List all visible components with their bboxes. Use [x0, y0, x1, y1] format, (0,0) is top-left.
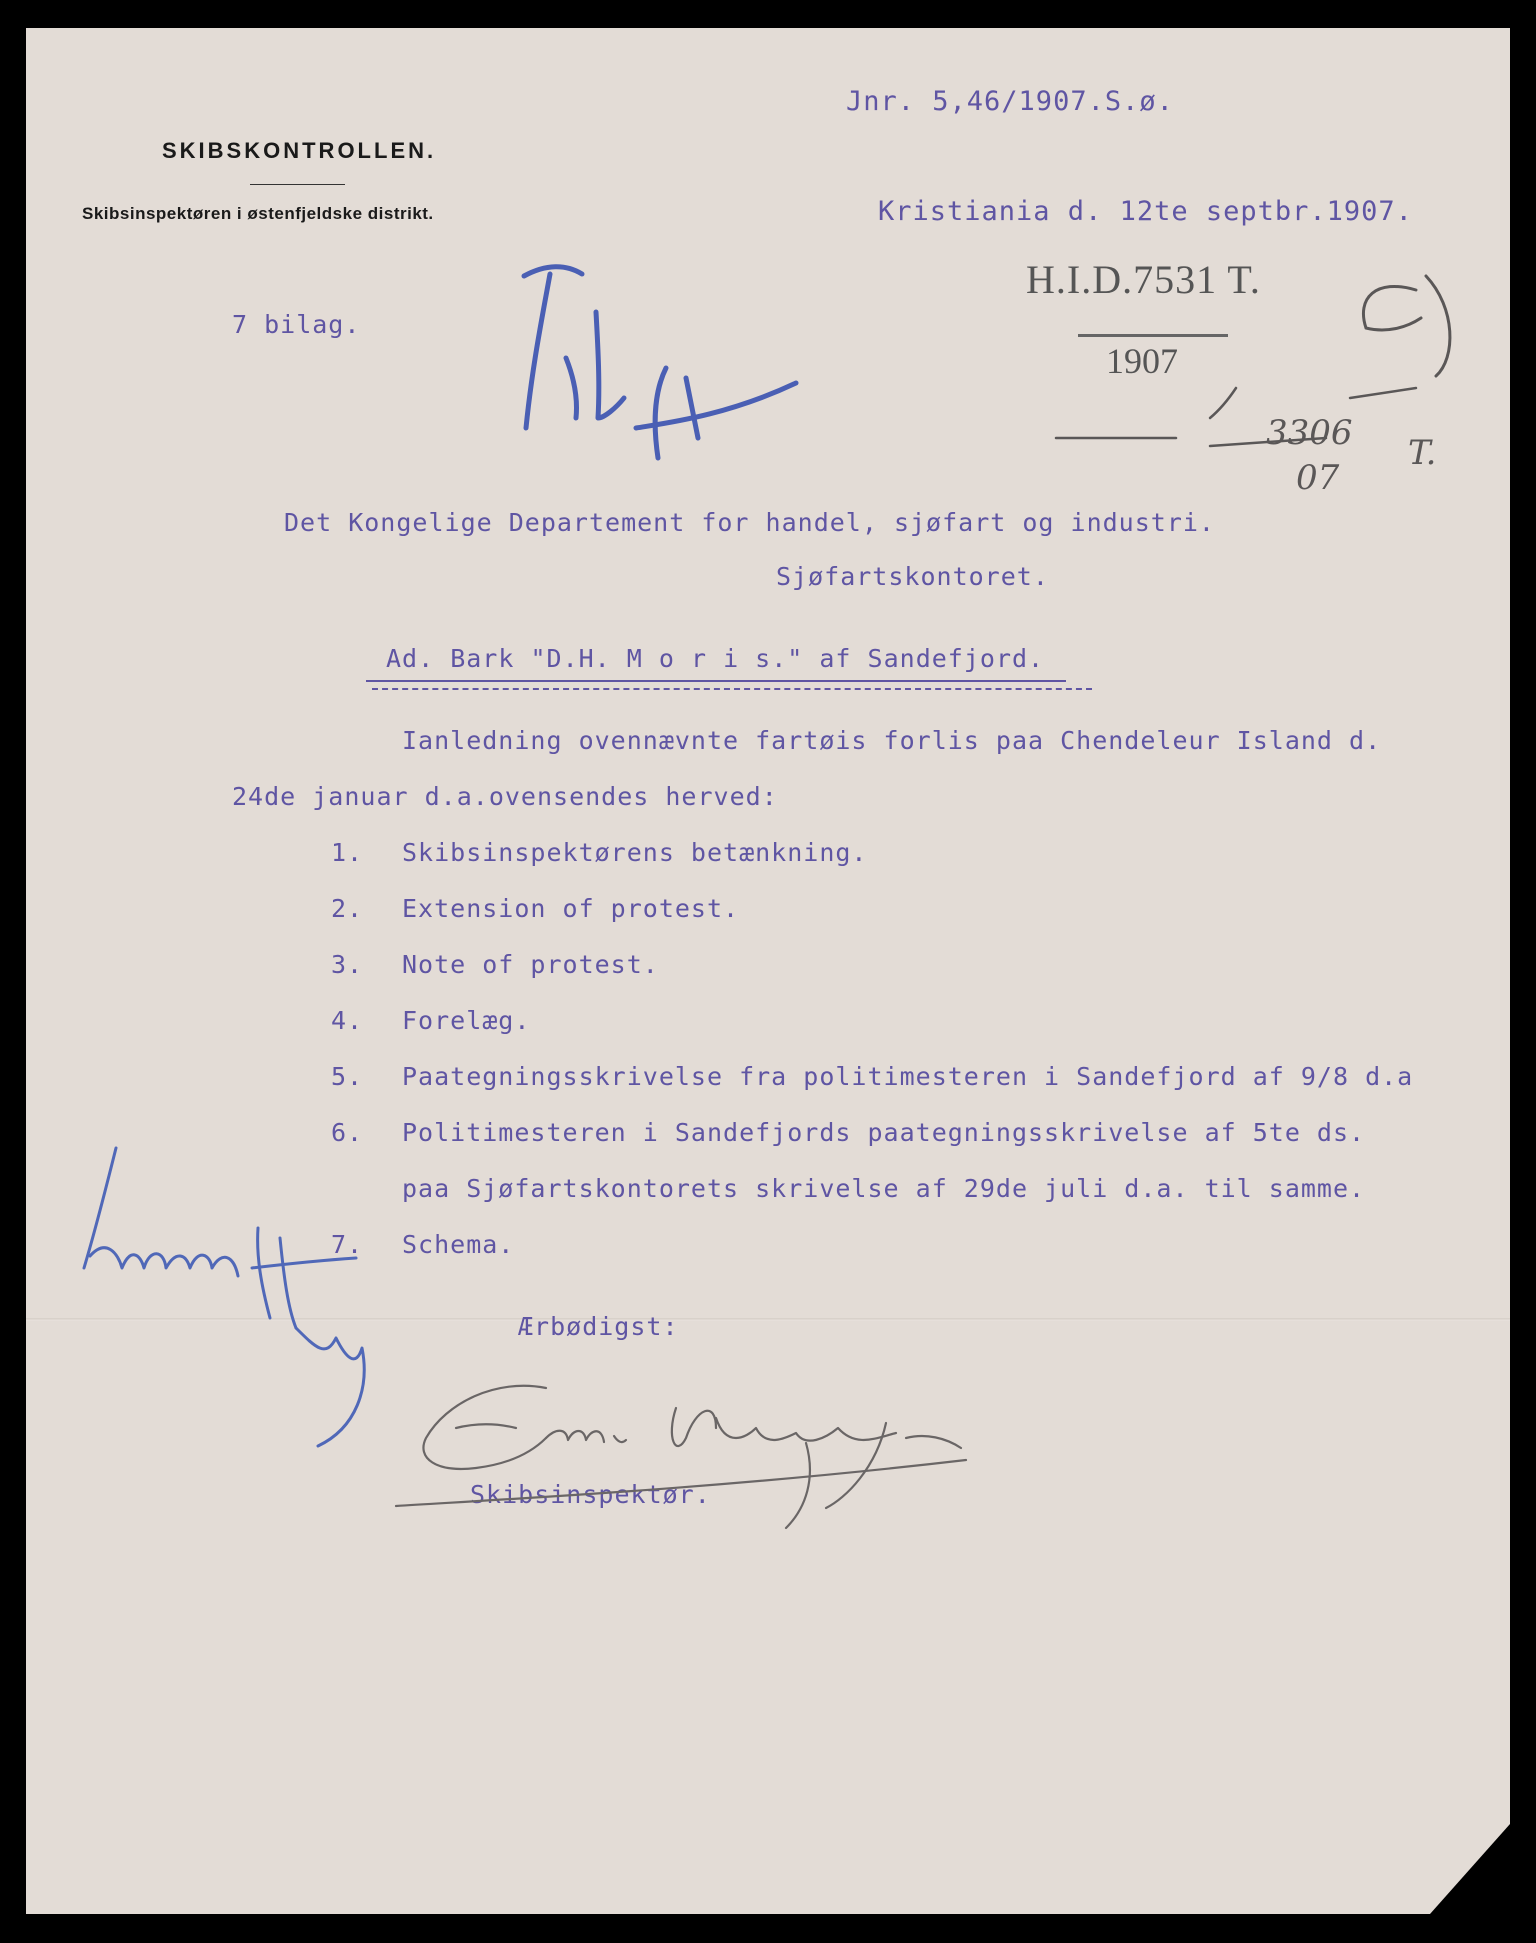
subject-underline-dashed: [372, 688, 1092, 690]
enclosure-text: Politimesteren i Sandefjords paategningsskrivelse af 5te ds.: [402, 1118, 1366, 1147]
handwritten-ref-letter: T.: [1408, 433, 1437, 473]
letterhead-title: SKIBSKONTROLLEN.: [162, 138, 437, 163]
enclosure-text: Forelæg.: [402, 1006, 531, 1035]
enclosure-number: 7.: [331, 1230, 364, 1259]
enclosure-text: Note of protest.: [402, 950, 659, 979]
enclosure-text: Skibsinspektørens betænkning.: [402, 838, 868, 867]
enclosure-number: 6.: [331, 1118, 364, 1147]
paper-fold: [26, 1318, 1510, 1321]
torn-corner: [1430, 1824, 1510, 1914]
recipient-line-1: Det Kongelige Departement for handel, sjøfart og industri.: [284, 508, 1215, 537]
blue-pencil-note: [524, 267, 796, 458]
letter-page: [26, 28, 1510, 1914]
body-line-1: Ianledning ovennævnte fartøis forlis paa Chendeleur Island d.: [402, 726, 1382, 755]
registry-stamp: H.I.D.7531 T.: [1026, 257, 1261, 302]
margin-note: [84, 1148, 364, 1446]
top-right-mark: [1363, 276, 1449, 376]
attachments-count: 7 bilag.: [232, 310, 361, 339]
stamp-rule: [1078, 334, 1228, 337]
enclosure-number: 1.: [331, 838, 364, 867]
enclosure-text: Extension of protest.: [402, 894, 740, 923]
signature-title: Skibsinspektør.: [470, 1480, 711, 1509]
journal-number: Jnr. 5,46/1907.S.ø.: [846, 86, 1174, 117]
enclosure-number: 5.: [331, 1062, 364, 1091]
enclosure-text-continued: paa Sjøfartskontorets skrivelse af 29de juli d.a. til samme.: [402, 1174, 1366, 1203]
letterhead-rule: [250, 184, 345, 185]
handwritten-ref-year: 07: [1296, 458, 1340, 498]
enclosure-text: Paategningsskrivelse fra politimesteren i Sandefjord af 9/8 d.a: [402, 1062, 1414, 1091]
handwritten-ref-number: 3306: [1266, 413, 1353, 453]
enclosure-text: Schema.: [402, 1230, 515, 1259]
enclosure-number: 3.: [331, 950, 364, 979]
closing-line: Ærbødigst:: [518, 1312, 679, 1341]
stamp-year: 1907: [1106, 341, 1178, 381]
subject-line: Ad. Bark "D.H. M o r i s." af Sandefjord.: [386, 644, 1045, 673]
place-date: Kristiania d. 12te septbr.1907.: [878, 196, 1413, 227]
enclosure-number: 4.: [331, 1006, 364, 1035]
letterhead-subtitle: Skibsinspektøren i østenfjeldske distrikt.: [82, 204, 434, 223]
enclosure-number: 2.: [331, 894, 364, 923]
subject-underline-solid: [366, 680, 1066, 682]
body-line-2: 24de januar d.a.ovensendes herved:: [232, 782, 778, 811]
reference-lines: [1056, 388, 1416, 446]
recipient-line-2: Sjøfartskontoret.: [776, 562, 1049, 591]
